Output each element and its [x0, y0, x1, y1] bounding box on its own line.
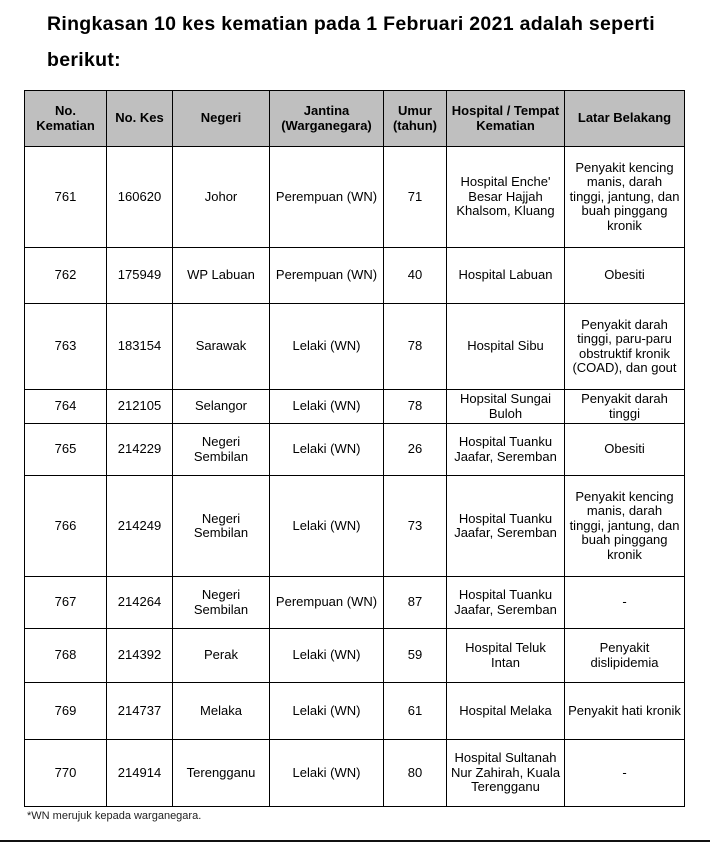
cell-negeri: Negeri Sembilan	[173, 424, 270, 476]
cell-no-kematian: 766	[25, 476, 107, 577]
cell-latar-belakang: Penyakit darah tinggi	[565, 390, 685, 424]
header-no-kematian: No. Kematian	[25, 91, 107, 147]
cell-latar-belakang: Penyakit hati kronik	[565, 683, 685, 740]
cell-no-kes: 214392	[107, 629, 173, 683]
footnote: *WN merujuk kepada warganegara.	[27, 810, 202, 822]
cell-umur: 59	[384, 629, 447, 683]
cell-no-kes: 214229	[107, 424, 173, 476]
cell-umur: 87	[384, 577, 447, 629]
header-umur: Umur (tahun)	[384, 91, 447, 147]
table-row	[25, 476, 685, 577]
cell-latar-belakang: Obesiti	[565, 424, 685, 476]
table-row	[25, 740, 685, 807]
cell-no-kes: 212105	[107, 390, 173, 424]
cell-latar-belakang: -	[565, 577, 685, 629]
cell-negeri: Johor	[173, 147, 270, 248]
cell-umur: 73	[384, 476, 447, 577]
cell-jantina: Lelaki (WN)	[270, 304, 384, 390]
cell-jantina: Lelaki (WN)	[270, 683, 384, 740]
cell-hospital: Hospital Melaka	[447, 683, 565, 740]
cell-umur: 71	[384, 147, 447, 248]
cell-hospital: Hospital Tuanku Jaafar, Seremban	[447, 424, 565, 476]
header-jantina: Jantina (Warganegara)	[270, 91, 384, 147]
cell-latar-belakang: Penyakit dislipidemia	[565, 629, 685, 683]
cell-latar-belakang: -	[565, 740, 685, 807]
header-latar-belakang: Latar Belakang	[565, 91, 685, 147]
cell-no-kes: 175949	[107, 248, 173, 304]
table-row	[25, 390, 685, 424]
cell-no-kematian: 769	[25, 683, 107, 740]
bottom-divider	[0, 840, 710, 842]
table-row	[25, 424, 685, 476]
cell-negeri: Negeri Sembilan	[173, 476, 270, 577]
cell-no-kematian: 763	[25, 304, 107, 390]
cell-hospital: Hospital Sultanah Nur Zahirah, Kuala Terengganu	[447, 740, 565, 807]
cell-jantina: Lelaki (WN)	[270, 424, 384, 476]
cell-hospital: Hospital Tuanku Jaafar, Seremban	[447, 476, 565, 577]
cell-latar-belakang: Obesiti	[565, 248, 685, 304]
cell-hospital: Hospital Sibu	[447, 304, 565, 390]
cell-no-kematian: 770	[25, 740, 107, 807]
cell-latar-belakang: Penyakit kencing manis, darah tinggi, jantung, dan buah pinggang kronik	[565, 147, 685, 248]
cell-no-kematian: 768	[25, 629, 107, 683]
header-hospital: Hospital / Tempat Kematian	[447, 91, 565, 147]
table-row	[25, 304, 685, 390]
death-cases-table	[24, 90, 685, 807]
cell-no-kematian: 765	[25, 424, 107, 476]
header-no-kes: No. Kes	[107, 91, 173, 147]
cell-hospital: Hospital Teluk Intan	[447, 629, 565, 683]
cell-umur: 61	[384, 683, 447, 740]
cell-no-kes: 214264	[107, 577, 173, 629]
table-row	[25, 683, 685, 740]
page-title: Ringkasan 10 kes kematian pada 1 Februari 2021 adalah seperti berikut:	[47, 13, 655, 71]
cell-hospital: Hospital Labuan	[447, 248, 565, 304]
table-row	[25, 147, 685, 248]
cell-no-kematian: 762	[25, 248, 107, 304]
cell-negeri: Selangor	[173, 390, 270, 424]
cell-hospital: Hospital Enche' Besar Hajjah Khalsom, Kluang	[447, 147, 565, 248]
cell-umur: 78	[384, 390, 447, 424]
cell-negeri: Sarawak	[173, 304, 270, 390]
cell-jantina: Perempuan (WN)	[270, 147, 384, 248]
cell-latar-belakang: Penyakit darah tinggi, paru-paru obstruktif kronik (COAD), dan gout	[565, 304, 685, 390]
cell-no-kes: 214914	[107, 740, 173, 807]
cell-umur: 40	[384, 248, 447, 304]
cell-jantina: Perempuan (WN)	[270, 577, 384, 629]
cell-jantina: Lelaki (WN)	[270, 740, 384, 807]
cell-negeri: Perak	[173, 629, 270, 683]
cell-umur: 78	[384, 304, 447, 390]
cell-latar-belakang: Penyakit kencing manis, darah tinggi, jantung, dan buah pinggang kronik	[565, 476, 685, 577]
table-header-row	[25, 91, 685, 147]
cell-hospital: Hopsital Sungai Buloh	[447, 390, 565, 424]
cell-negeri: Terengganu	[173, 740, 270, 807]
cell-negeri: Negeri Sembilan	[173, 577, 270, 629]
cell-umur: 26	[384, 424, 447, 476]
cell-hospital: Hospital Tuanku Jaafar, Seremban	[447, 577, 565, 629]
cell-no-kematian: 764	[25, 390, 107, 424]
table-row	[25, 577, 685, 629]
cell-no-kematian: 761	[25, 147, 107, 248]
table-row	[25, 248, 685, 304]
cell-no-kes: 214249	[107, 476, 173, 577]
cell-umur: 80	[384, 740, 447, 807]
header-negeri: Negeri	[173, 91, 270, 147]
cell-jantina: Perempuan (WN)	[270, 248, 384, 304]
table-row	[25, 629, 685, 683]
cell-negeri: Melaka	[173, 683, 270, 740]
cell-jantina: Lelaki (WN)	[270, 390, 384, 424]
cell-jantina: Lelaki (WN)	[270, 476, 384, 577]
cell-no-kes: 160620	[107, 147, 173, 248]
cell-no-kes: 183154	[107, 304, 173, 390]
cell-negeri: WP Labuan	[173, 248, 270, 304]
cell-no-kes: 214737	[107, 683, 173, 740]
cell-no-kematian: 767	[25, 577, 107, 629]
cell-jantina: Lelaki (WN)	[270, 629, 384, 683]
